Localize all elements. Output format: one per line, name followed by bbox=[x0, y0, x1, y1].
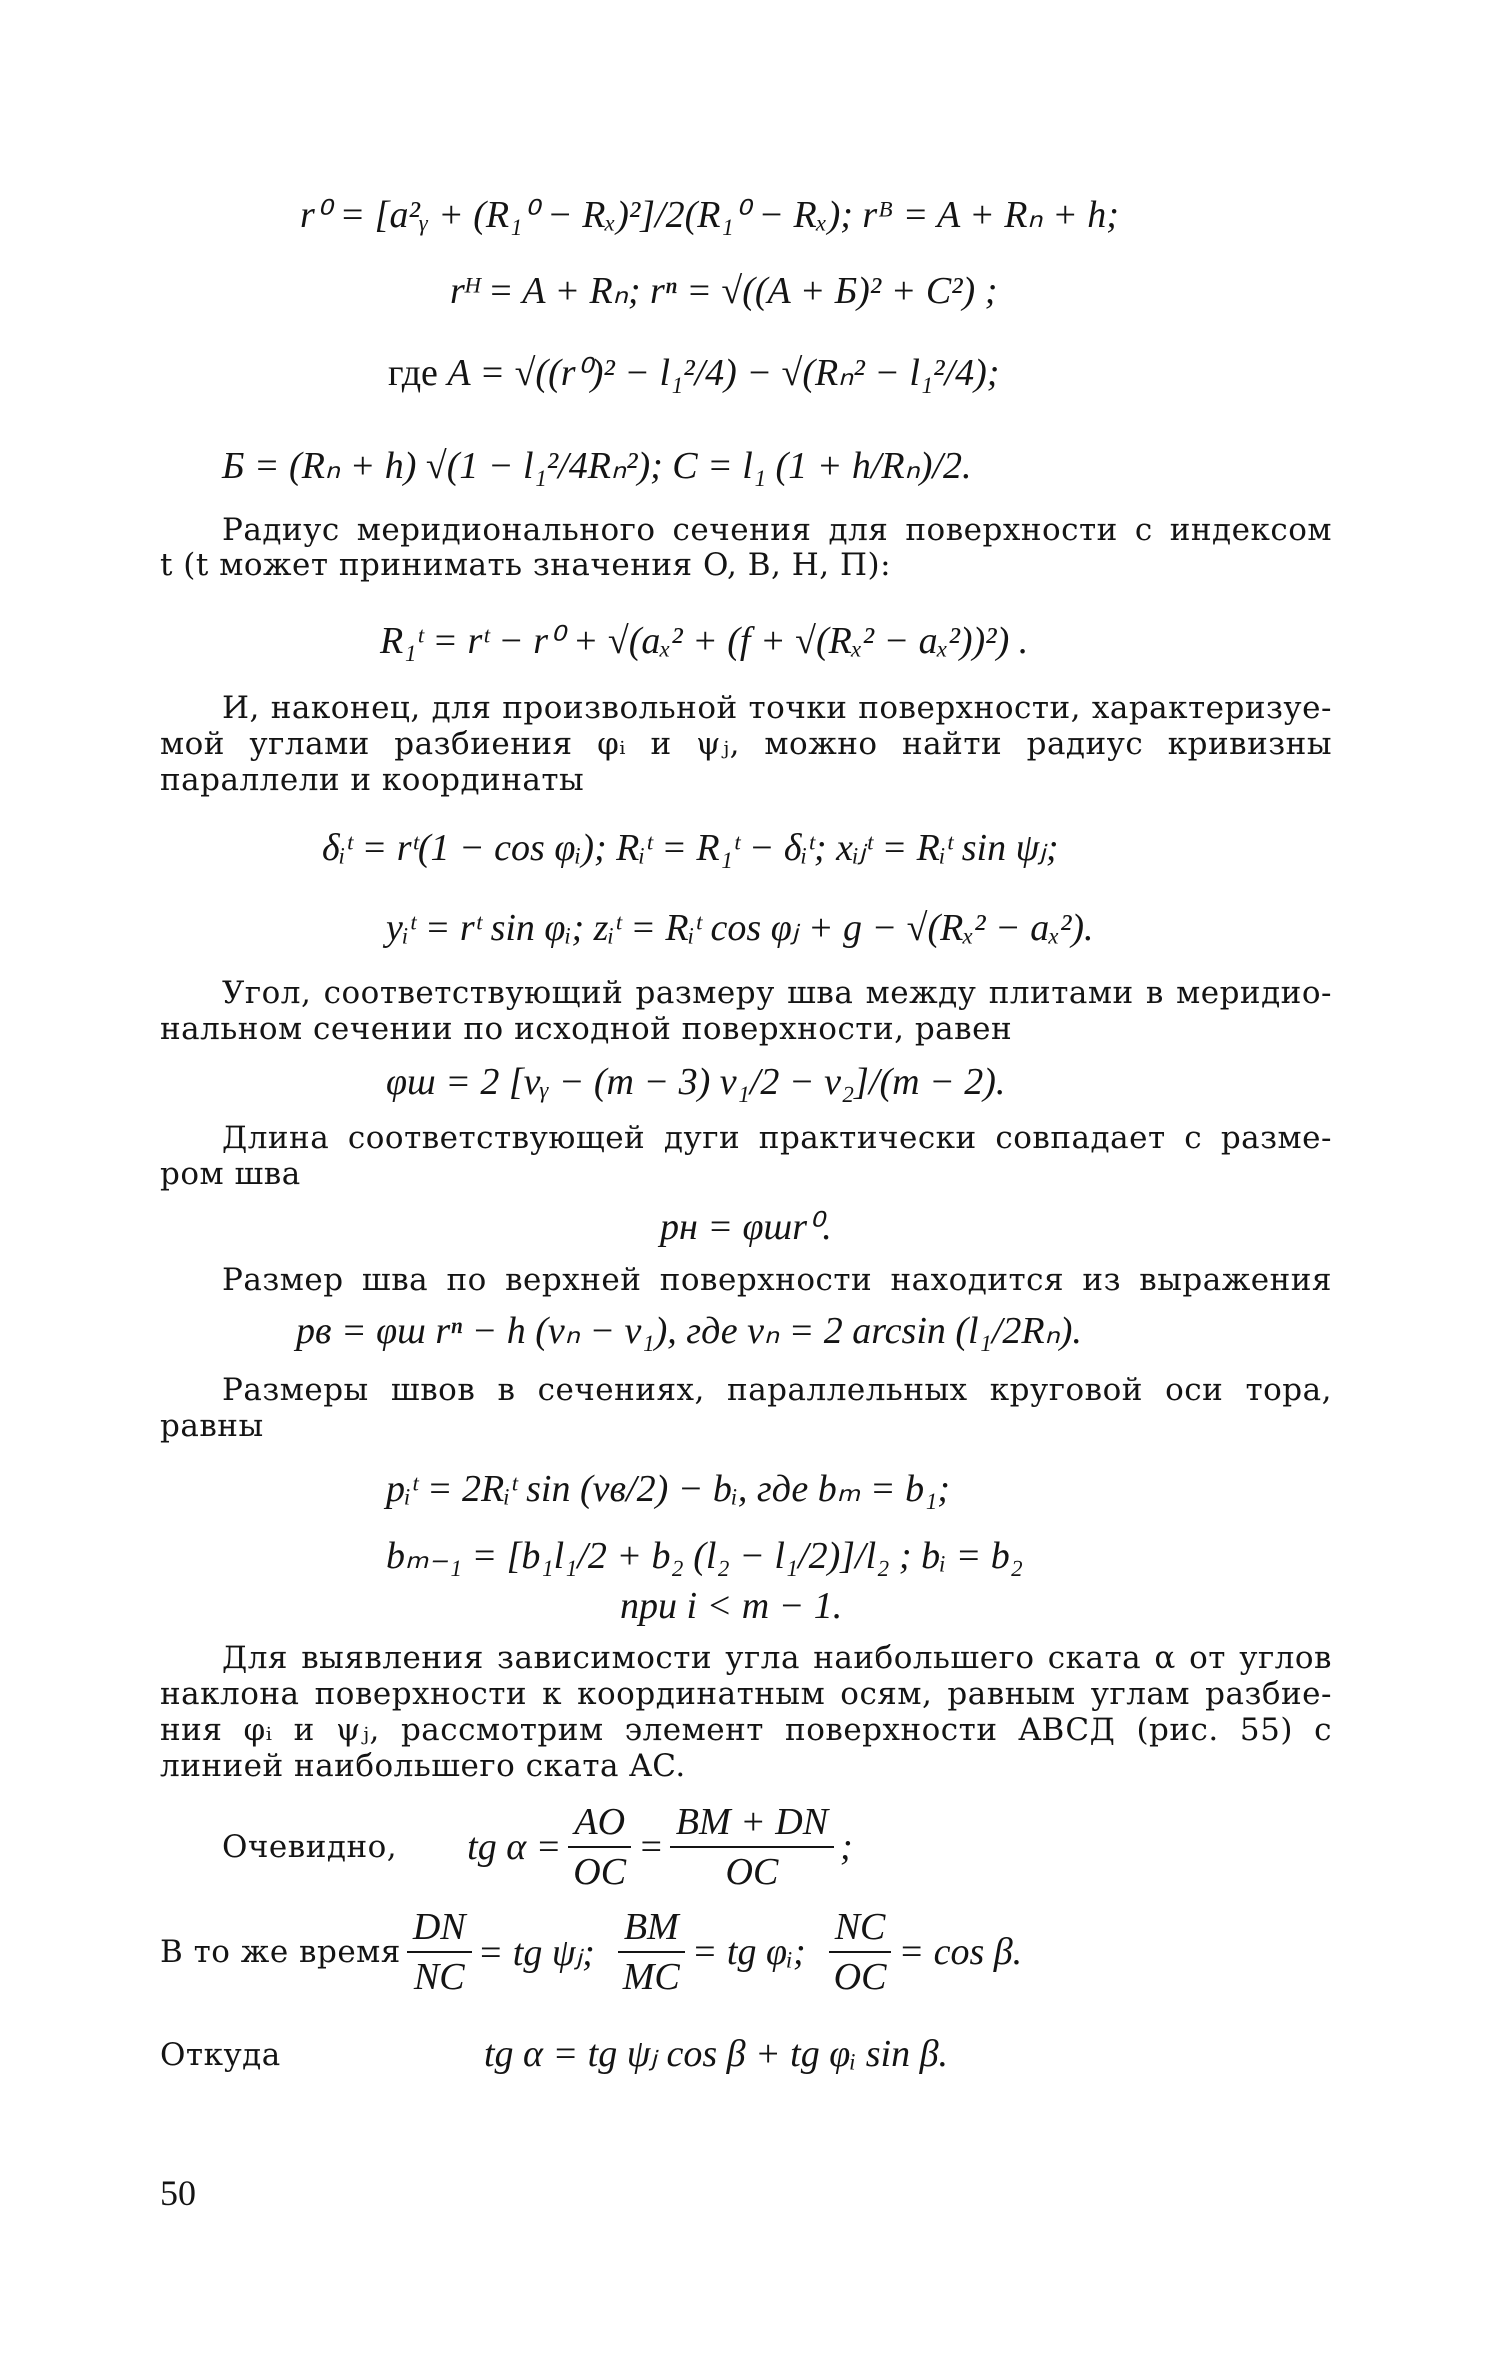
fraction-numerator: DN bbox=[407, 1905, 472, 1953]
formula-condition: при i < m − 1. bbox=[620, 1585, 843, 1627]
formula-pv: pв = φш rⁿ − h (vₙ − v₁), где vₙ = 2 arcsin (l₁/2Rₙ). bbox=[296, 1310, 1082, 1352]
formula-pi: pᵢᵗ = 2Rᵢᵗ sin (vв/2) − bᵢ, где bₘ = b₁; bbox=[386, 1468, 950, 1510]
fraction-denominator: NC bbox=[413, 1956, 465, 1998]
formula-delta-x: δᵢᵗ = rᵗ(1 − cos φᵢ); Rᵢᵗ = R₁ᵗ − δᵢᵗ; xᵢⱼᵗ = Rᵢᵗ sin ψⱼ; bbox=[322, 827, 1059, 869]
fraction-numerator: NC bbox=[829, 1905, 892, 1953]
formula-bm1: bₘ₋₁ = [b₁l₁/2 + b₂ (l₂ − l₁/2)]/l₂ ; bᵢ = b₂ bbox=[386, 1535, 1023, 1577]
fraction-ao-oc bbox=[567, 1800, 632, 1894]
formula-tg-alpha-label: Очевидно, bbox=[222, 1829, 398, 1865]
fraction-denominator: MC bbox=[622, 1956, 680, 1998]
formula-a-body: A = √((r⁰)² − l₁²/4) − √(Rₙ² − l₁²/4); bbox=[447, 352, 1000, 394]
formula-r0-rv: r⁰ = [a²ᵧ + (R₁⁰ − Rₓ)²]/2(R₁⁰ − Rₓ); rᴮ = A + Rₙ + h; bbox=[300, 194, 1119, 236]
paragraph-2-line-2: мой углами разбиения φᵢ и ψⱼ, можно найти радиус кривизны bbox=[160, 726, 1332, 762]
formula-final: tg α = tg ψⱼ cos β + tg φᵢ sin β. bbox=[484, 2033, 949, 2075]
formula-tg-phi: = tg φᵢ; bbox=[691, 1931, 806, 1973]
formula-tg-psi: = tg ψⱼ; bbox=[477, 1931, 595, 1974]
formula-a-prefix: где bbox=[388, 352, 438, 394]
fraction-nc-oc bbox=[828, 1905, 893, 1999]
formula-tg-alpha: Очевидно, tg α = $\frac{AO}{OC}$ = $\frac{BM + DN}{OC}$ ; bbox=[222, 1801, 853, 1893]
paragraph-7-line-2: наклона поверхности к координатным осям, равным углам разбие- bbox=[160, 1676, 1332, 1712]
fraction-denominator: OC bbox=[833, 1956, 887, 1998]
paragraph-7-line-4: линией наибольшего ската AC. bbox=[160, 1748, 686, 1784]
paragraph-2-line-3: параллели и координаты bbox=[160, 762, 585, 798]
paragraph-5-line-1: Размер шва по верхней поверхности находится из выражения bbox=[222, 1262, 1332, 1298]
formula-tg-alpha-lhs: tg α = bbox=[467, 1826, 562, 1868]
fraction-bm-dn-oc bbox=[670, 1800, 834, 1894]
formula-phi-sh: φш = 2 [vᵧ − (m − 3) v₁/2 − v₂]/(m − 2). bbox=[386, 1061, 1006, 1103]
paragraph-2-line-1: И, наконец, для произвольной точки поверхности, характеризуе- bbox=[222, 690, 1332, 726]
paragraph-3-line-1: Угол, соответствующий размеру шва между плитами в меридио- bbox=[222, 975, 1332, 1011]
fraction-numerator: AO bbox=[568, 1800, 631, 1848]
fraction-denominator: OC bbox=[573, 1851, 627, 1893]
formula-r1t: R₁ᵗ = rᵗ − r⁰ + √(aₓ² + (f + √(Rₓ² − aₓ²))²) . bbox=[380, 620, 1029, 662]
formula-y-z: yᵢᵗ = rᵗ sin φᵢ; zᵢᵗ = Rᵢᵗ cos φⱼ + g − √(Rₓ² − aₓ²). bbox=[386, 907, 1094, 949]
formula-cos-beta: = cos β. bbox=[898, 1931, 1023, 1973]
paragraph-6-line-1: Размеры швов в сечениях, параллельных круговой оси тора, bbox=[222, 1372, 1332, 1408]
formula-same-time bbox=[160, 1905, 1022, 1999]
formula-a bbox=[388, 350, 999, 395]
paragraph-7-line-1: Для выявления зависимости угла наибольшего ската α от углов bbox=[222, 1640, 1332, 1676]
fraction-denominator: OC bbox=[725, 1851, 779, 1893]
paragraph-7-line-3: ния φᵢ и ψⱼ, рассмотрим элемент поверхности ABCД (рис. 55) с bbox=[160, 1712, 1332, 1748]
paragraph-1-line-2: t (t может принимать значения O, B, H, П): bbox=[160, 547, 892, 583]
formula-final-label: Откуда bbox=[160, 2037, 281, 2073]
paragraph-4-line-1: Длина соответствующей дуги практически совпадает с разме- bbox=[222, 1120, 1332, 1156]
fraction-dn-nc bbox=[407, 1905, 472, 1999]
paragraph-6-line-2: равны bbox=[160, 1408, 264, 1444]
formula-b-c: Б = (Rₙ + h) √(1 − l₁²/4Rₙ²); C = l₁ (1 + h/Rₙ)/2. bbox=[222, 445, 972, 487]
fraction-bm-mc bbox=[617, 1905, 686, 1999]
paragraph-3-line-2: нальном сечении по исходной поверхности, равен bbox=[160, 1011, 1013, 1047]
formula-rn-rp: rᴴ = A + Rₙ; rⁿ = √((A + Б)² + C²) ; bbox=[450, 270, 998, 312]
fraction-numerator: BM bbox=[618, 1905, 685, 1953]
formula-same-time-label: В то же время bbox=[160, 1934, 401, 1970]
fraction-numerator: BM + DN bbox=[670, 1800, 834, 1848]
formula-pn: pн = φшr⁰. bbox=[660, 1206, 832, 1248]
page-number: 50 bbox=[160, 2173, 196, 2213]
paragraph-1-line-1: Радиус меридионального сечения для поверхности с индексом bbox=[222, 512, 1332, 548]
paragraph-4-line-2: ром шва bbox=[160, 1156, 301, 1192]
